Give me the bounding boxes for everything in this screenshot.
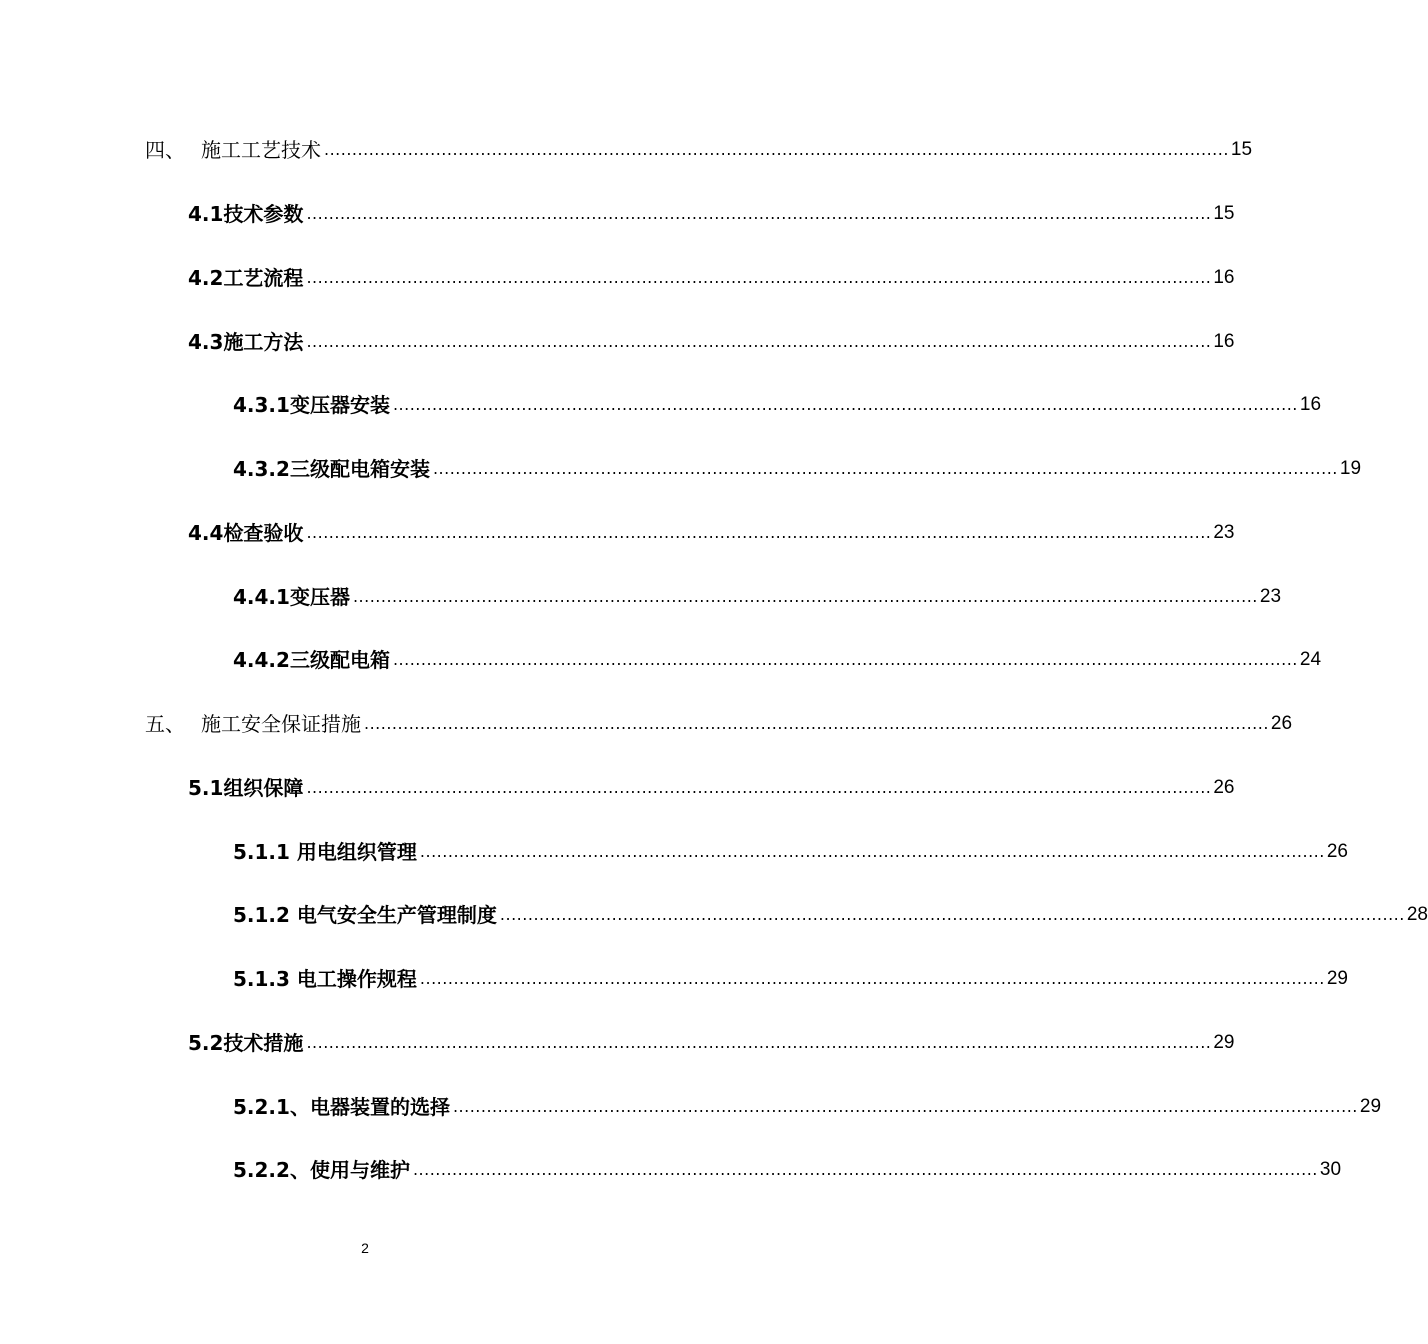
toc-entry[interactable] (233, 964, 1348, 994)
toc-entry-number: 五、 (145, 712, 185, 736)
toc-entry[interactable] (188, 327, 1235, 357)
toc-entry[interactable] (188, 199, 1235, 229)
dot-leader: .................................................................................................................................................................. (306, 332, 1212, 351)
toc-entry[interactable] (233, 1155, 1342, 1185)
dot-leader: .................................................................................................................................................................. (364, 714, 1269, 733)
toc-entry-text: 变压器安装 (289, 393, 390, 417)
toc-entry-number: 5.1.2 (233, 903, 290, 927)
toc-entry-text: 技术措施 (223, 1031, 304, 1055)
toc-entry[interactable] (233, 582, 1282, 612)
dot-leader: .................................................................................................................................................................. (499, 905, 1405, 924)
toc-entry-title (188, 327, 303, 357)
toc-entry-number: 4.3.1 (233, 393, 290, 417)
toc-entry-number: 4.4 (188, 521, 224, 545)
toc-entry-title (188, 1028, 303, 1058)
toc-entry-text: 用电组织管理 (289, 840, 417, 864)
toc-entry[interactable] (233, 454, 1362, 484)
toc-entry-number: 4.3 (188, 330, 224, 354)
toc-entry[interactable] (145, 135, 1253, 165)
toc-entry-text: 变压器 (289, 585, 350, 609)
toc-entry[interactable] (188, 773, 1235, 803)
dot-leader: .................................................................................................................................................................. (392, 650, 1298, 669)
toc-entry-text: 、使用与维护 (289, 1158, 410, 1182)
dot-leader: .................................................................................................................................................................. (306, 778, 1212, 797)
toc-entry-text: 施工工艺技术 (201, 138, 321, 162)
dot-leader: .................................................................................................................................................................. (306, 523, 1212, 542)
dot-leader: .................................................................................................................................................................. (306, 1033, 1212, 1052)
toc-entry-title (233, 454, 430, 484)
toc-entry-text: 施工方法 (223, 330, 304, 354)
dot-leader: .................................................................................................................................................................. (352, 587, 1258, 606)
toc-entry-number: 5.2.1 (233, 1095, 290, 1119)
toc-entry-title (188, 518, 303, 548)
toc-entry-page: 24 (1299, 649, 1322, 670)
toc-entry-text: 工艺流程 (223, 266, 304, 290)
toc-entry-text: 三级配电箱 (289, 648, 390, 672)
toc-entry-number: 4.1 (188, 202, 224, 226)
toc-entry-title (233, 1155, 410, 1185)
toc-entry-number: 四、 (145, 138, 185, 162)
toc-entry-page: 30 (1319, 1159, 1342, 1180)
dot-leader: .................................................................................................................................................................. (419, 969, 1325, 988)
toc-entry-title (233, 837, 417, 867)
toc-entry-number: 5.1 (188, 776, 224, 800)
toc-entry[interactable] (188, 263, 1235, 293)
toc-entry-text: 、电器装置的选择 (289, 1095, 450, 1119)
toc-entry-page: 26 (1326, 841, 1348, 862)
toc-entry-number: 4.4.2 (233, 648, 290, 672)
toc-entry-title (145, 709, 361, 739)
toc-entry-text: 电工操作规程 (289, 967, 417, 991)
toc-entry-number: 4.4.1 (233, 585, 290, 609)
toc-entry-title (233, 900, 497, 930)
toc-entry-text: 施工安全保证措施 (201, 712, 361, 736)
toc-entry-number: 4.2 (188, 266, 224, 290)
toc-entry-title (145, 135, 321, 165)
toc-entry-number: 5.2 (188, 1031, 224, 1055)
toc-entry-title (233, 390, 390, 420)
toc-entry[interactable] (145, 709, 1293, 739)
toc-entry-page: 16 (1213, 267, 1235, 288)
dot-leader: .................................................................................................................................................................. (392, 395, 1298, 414)
toc-entry-title (188, 199, 303, 229)
toc-entry-page: 23 (1213, 522, 1235, 543)
dot-leader: .................................................................................................................................................................. (306, 268, 1212, 287)
dot-leader: .................................................................................................................................................................. (452, 1097, 1358, 1116)
page-number: 2 (361, 1240, 369, 1256)
toc-entry-page: 23 (1259, 586, 1282, 607)
toc-entry-page: 29 (1213, 1032, 1235, 1053)
toc-entry-page: 19 (1339, 458, 1362, 479)
toc-entry-number: 5.2.2 (233, 1158, 290, 1182)
toc-entry-page: 15 (1213, 203, 1235, 224)
toc-entry-title (233, 1092, 450, 1122)
toc-entry-page: 26 (1213, 777, 1235, 798)
toc-entry-text: 电气安全生产管理制度 (289, 903, 497, 927)
toc-entry-title (188, 773, 303, 803)
dot-leader: .................................................................................................................................................................. (306, 204, 1212, 223)
dot-leader: .................................................................................................................................................................. (419, 842, 1325, 861)
toc-entry-text: 三级配电箱安装 (289, 457, 430, 481)
dot-leader: .................................................................................................................................................................. (324, 140, 1229, 159)
toc-entry-title (188, 263, 303, 293)
toc-entry-page: 29 (1359, 1096, 1382, 1117)
toc-entry[interactable] (233, 1092, 1382, 1122)
toc-entry[interactable] (188, 518, 1235, 548)
toc-entry-page: 16 (1213, 331, 1235, 352)
toc-entry-page: 28 (1406, 904, 1428, 925)
toc-entry-title (233, 964, 417, 994)
toc-entry[interactable] (233, 837, 1348, 867)
toc-entry-page: 26 (1270, 713, 1293, 734)
toc-entry-text: 检查验收 (223, 521, 304, 545)
toc-entry-title (233, 582, 350, 612)
dot-leader: .................................................................................................................................................................. (412, 1160, 1318, 1179)
toc-entry-number: 5.1.3 (233, 967, 290, 991)
dot-leader: .................................................................................................................................................................. (432, 459, 1338, 478)
toc-entry[interactable] (233, 645, 1322, 675)
toc-entry-text: 组织保障 (223, 776, 304, 800)
toc-entry[interactable] (233, 900, 1428, 930)
toc-entry-page: 29 (1326, 968, 1348, 989)
toc-entry-number: 5.1.1 (233, 840, 290, 864)
toc-entry-text: 技术参数 (223, 202, 304, 226)
toc-entry-page: 15 (1230, 139, 1253, 160)
toc-entry-title (233, 645, 390, 675)
toc-entry[interactable] (188, 1028, 1235, 1058)
toc-entry-page: 16 (1299, 394, 1322, 415)
toc-entry-number: 4.3.2 (233, 457, 290, 481)
toc-entry[interactable] (233, 390, 1322, 420)
